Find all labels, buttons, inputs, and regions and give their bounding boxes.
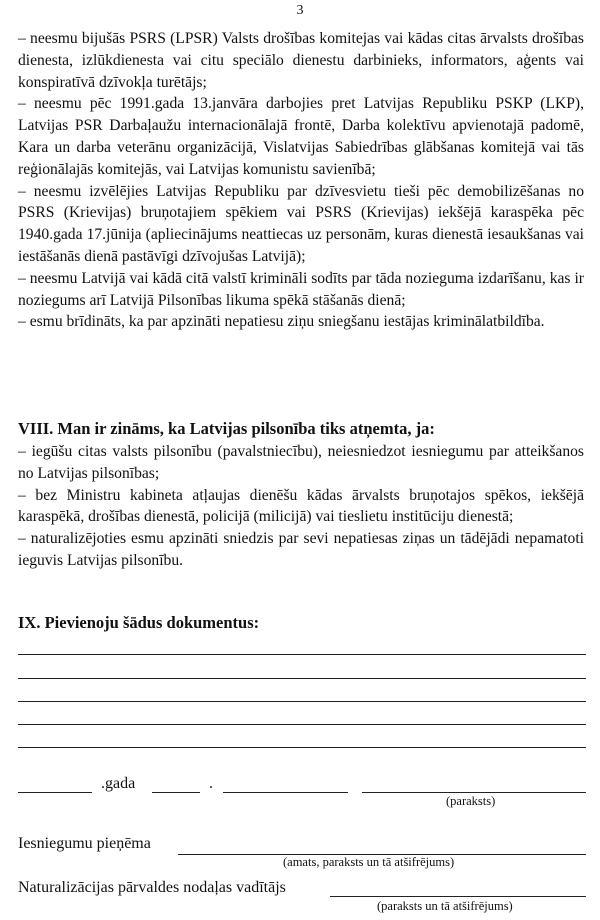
section-ix-title: IX. Pievienoju šādus dokumentus: xyxy=(18,613,260,632)
declarations-list xyxy=(18,28,584,333)
document-entry-line[interactable] xyxy=(18,701,586,702)
head-label: Naturalizācijas pārvaldes nodaļas vadītājs xyxy=(18,879,286,896)
gada-label: .gada xyxy=(101,775,136,792)
date-separator: . xyxy=(209,775,213,792)
signature-line[interactable] xyxy=(362,792,586,793)
document-entry-line[interactable] xyxy=(18,724,586,725)
revocation-item: – iegūšu citas valsts pilsonību (pavalstniecību), neiesniedzot iesniegumu par atteikšanos no Latvijas pilsonības; xyxy=(18,443,584,482)
document-entry-line[interactable] xyxy=(18,678,586,679)
declaration-item: – esmu brīdināts, ka par apzināti nepatiesu ziņu sniegšanu iestājas kriminālatbildība. xyxy=(18,313,545,331)
head-signature-line[interactable] xyxy=(330,896,586,897)
declaration-item: – neesmu pēc 1991.gada 13.janvāra darbojies pret Latvijas Republiku PSKP (LKP), Latvijas PSR Darbaļaužu internacionālajā frontē, Darba kolektīvu apvienotajā padomē, Kara un darba veterānu organizācijā, Vislatvijas Sabiedrības glābšanas komitejā vai tās reģionālajās komitejās, vai Latvijas komunistu savienībā; xyxy=(18,95,584,178)
month-line[interactable] xyxy=(223,792,348,793)
declaration-item: – neesmu Latvijā vai kādā citā valstī krimināli sodīts par tāda nozieguma izdarīšanu, kas ir noziegums arī Latvijā Pilsonības likuma spēkā stāšanās dienā; xyxy=(18,269,584,309)
section-viii-title: VIII. Man ir zināms, ka Latvijas pilsonība tiks atņemta, ja: xyxy=(18,419,435,438)
revocation-item: – naturalizējoties esmu apzināti sniedzis par sevi nepatiesas ziņas un tādējādi nepamatoti ieguvis Latvijas pilsonību. xyxy=(18,530,584,569)
day-line[interactable] xyxy=(152,792,200,793)
document-entry-line[interactable] xyxy=(18,654,586,655)
received-label: Iesniegumu pieņēma xyxy=(18,835,151,852)
received-caption: (amats, paraksts un tā atšifrējums) xyxy=(283,855,455,869)
head-caption: (paraksts un tā atšifrējums) xyxy=(377,899,513,913)
revocation-item: – bez Ministru kabineta atļaujas dienēšu kādas ārvalsts bruņotajos spēkos, iekšējā karaspēkā, drošības dienestā, policijā (milicijā) vai tieslietu institūciju dienestā; xyxy=(18,486,584,526)
page-number: 3 xyxy=(296,3,304,18)
declaration-item: – neesmu bijušās PSRS (LPSR) Valsts drošības komitejas vai kādas citas ārvalsts drošības dienesta, izlūkdienesta vai citu speciālo dienestu darbinieks, informators, aģents vai konspiratīvā dzīvokļa turētājs; xyxy=(18,30,584,91)
section-viii-list xyxy=(18,441,584,572)
year-line[interactable] xyxy=(18,792,92,793)
document-entry-line[interactable] xyxy=(18,747,586,748)
declaration-item: – neesmu izvēlējies Latvijas Republiku par dzīvesvietu tieši pēc demobilizēšanas no PSRS (Krievijas) bruņotajiem spēkiem vai PSRS (Krievijas) iekšējā karaspēka pēc 1940.gada 17.jūnija (apliecinājums neattiecas uz personām, kuras dienestā iesaukšanas vai iestāšanās dienā pastāvīgi dzīvojušas Latvijā); xyxy=(18,182,584,265)
signature-caption: (paraksts) xyxy=(446,794,496,808)
